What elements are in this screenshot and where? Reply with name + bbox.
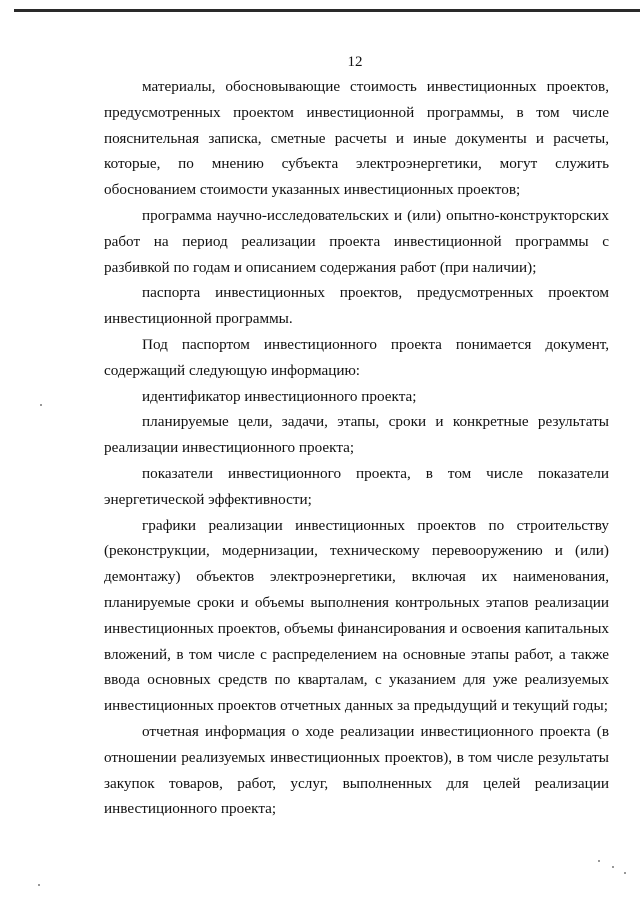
page-number: 12 [347,54,363,70]
paragraph-passport-definition: Под паспортом инвестиционного проекта понимается документ, содержащий следующую информацию: [104,335,609,379]
paragraph-project-indicators: показатели инвестиционного проекта, в том числе показатели энергетической эффективности; [104,464,609,508]
paragraph-planned-goals: планируемые цели, задачи, этапы, сроки и конкретные результаты реализации инвестиционного проекта; [104,413,609,457]
scan-speck [40,404,42,406]
scan-speck [598,860,600,862]
scan-speck [38,884,40,886]
paragraph-progress-report: отчетная информация о ходе реализации инвестиционного проекта (в отношении реализуемых инвестиционных проектов), в том числе результаты закупок товаров, работ, услуг, выполненных для целей реализации инвестиционного проекта; [104,722,609,818]
paragraph-project-identifier: идентификатор инвестиционного проекта; [142,387,417,405]
scan-top-edge [14,9,640,12]
scan-speck [612,866,614,868]
scan-speck [624,872,626,874]
paragraph-cost-materials: материалы, обосновывающие стоимость инвестиционных проектов, предусмотренных проектом инвестиционной программы, в том числе пояснительная записка, сметные расчеты и иные документы и расчеты, которые, по мнению субъекта электроэнергетики, могут служить обоснованием стоимости указанных инвестиционных проектов; [104,78,609,199]
paragraph-implementation-schedules: графики реализации инвестиционных проектов по строительству (реконструкции, модернизации, техническому перевооружению и (или) демонтажу) объектов электроэнергетики, включая их наименования, планируемые сроки и объемы выполнения контрольных этапов реализации инвестиционных проектов, объемы финансирования и освоения капитальных вложений, в том числе с распределением на основные этапы работ, а также ввода основных средств по кварталам, с указанием для уже реализуемых инвестиционных проектов отчетных данных за предыдущий и текущий годы; [104,516,609,715]
paragraph-project-passports: паспорта инвестиционных проектов, предусмотренных проектом инвестиционной программы. [104,284,609,328]
paragraph-rd-program: программа научно-исследовательских и (или) опытно-конструкторских работ на период реализации проекта инвестиционной программы с разбивкой по годам и описанием содержания работ (при наличии); [104,206,609,276]
document-body [104,74,609,822]
